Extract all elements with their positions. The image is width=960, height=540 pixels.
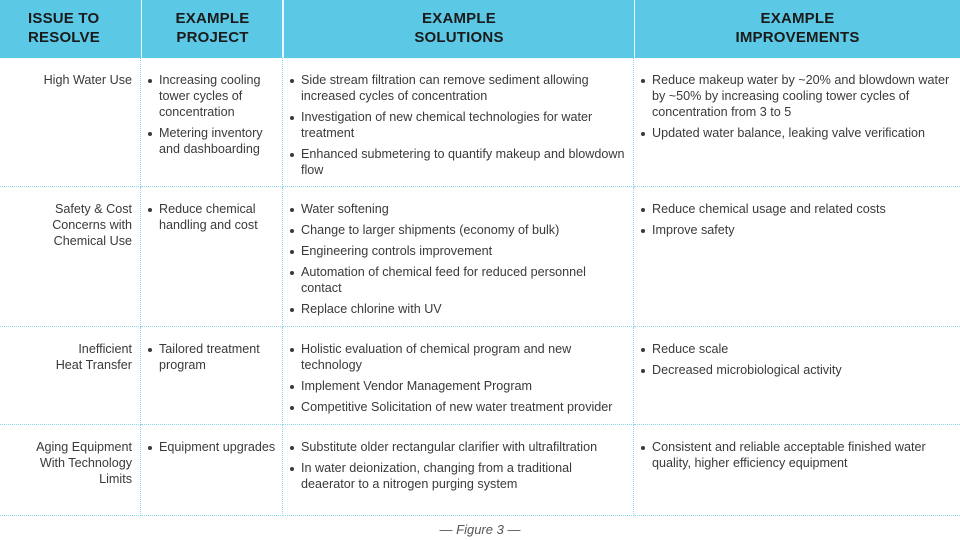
issue-cell	[0, 425, 141, 516]
issue-text-line: Concerns with	[52, 218, 132, 232]
bullet-list	[640, 341, 950, 378]
project-cell	[141, 58, 283, 187]
bullet-item: Consistent and reliable acceptable finished water quality, higher efficiency equipment	[640, 439, 950, 471]
bullet-item: Reduce scale	[640, 341, 950, 357]
bullet-item: Reduce makeup water by ~20% and blowdown water by ~50% by increasing cooling tower cycles of concentration from 3 to 5	[640, 72, 950, 120]
issue-cell	[0, 187, 141, 327]
bullet-item: Reduce chemical handling and cost	[147, 201, 278, 233]
bullet-item: Improve safety	[640, 222, 950, 238]
issue-cell	[0, 58, 141, 187]
issue-cell	[0, 327, 141, 425]
project-cell	[141, 425, 283, 516]
bullet-item: Updated water balance, leaking valve verification	[640, 125, 950, 141]
header-solutions	[283, 0, 634, 58]
bullet-list	[147, 341, 278, 373]
header-improvements	[634, 0, 960, 58]
issue-text-line: Inefficient	[78, 342, 132, 356]
bullet-list	[289, 439, 627, 492]
issue-text-line: Limits	[99, 472, 132, 486]
bullet-item: Engineering controls improvement	[289, 243, 627, 259]
bullet-item: Increasing cooling tower cycles of concentration	[147, 72, 278, 120]
bullet-item: Enhanced submetering to quantify makeup and blowdown flow	[289, 146, 627, 178]
bullet-item: Substitute older rectangular clarifier with ultrafiltration	[289, 439, 627, 455]
figure-caption: — Figure 3 —	[439, 522, 521, 537]
header-improvements-line2: IMPROVEMENTS	[735, 29, 860, 46]
bullet-item: Implement Vendor Management Program	[289, 378, 627, 394]
bullet-item: Investigation of new chemical technologies for water treatment	[289, 109, 627, 141]
header-project-line2: PROJECT	[176, 29, 249, 46]
solutions-cell	[283, 425, 634, 516]
bullet-list	[147, 439, 278, 455]
bullet-item: Automation of chemical feed for reduced personnel contact	[289, 264, 627, 296]
project-cell	[141, 327, 283, 425]
bullet-item: Equipment upgrades	[147, 439, 278, 455]
project-cell	[141, 187, 283, 327]
issue-text-line: Aging Equipment	[36, 440, 132, 454]
header-solutions-line2: SOLUTIONS	[414, 29, 504, 46]
solutions-cell	[283, 327, 634, 425]
bullet-list	[289, 341, 627, 415]
header-issue-line2: RESOLVE	[28, 29, 100, 46]
issue-text-line: With Technology	[39, 456, 132, 470]
solutions-cell	[283, 187, 634, 327]
bullet-item: Decreased microbiological activity	[640, 362, 950, 378]
bullet-list	[147, 72, 278, 157]
bullet-item: Tailored treatment program	[147, 341, 278, 373]
improvements-cell	[634, 187, 960, 327]
bullet-list	[289, 201, 627, 317]
bullet-list	[289, 72, 627, 178]
header-issue-line1: ISSUE TO	[28, 10, 100, 27]
issue-text-line: Safety & Cost	[55, 202, 132, 216]
bullet-item: In water deionization, changing from a traditional deaerator to a nitrogen purging system	[289, 460, 627, 492]
improvements-cell	[634, 425, 960, 516]
bullet-item: Water softening	[289, 201, 627, 217]
bullet-item: Metering inventory and dashboarding	[147, 125, 278, 157]
improvements-cell	[634, 327, 960, 425]
issue-text-line: High Water Use	[43, 73, 132, 87]
bullet-item: Competitive Solicitation of new water treatment provider	[289, 399, 627, 415]
header-project-line1: EXAMPLE	[175, 10, 250, 27]
header-issue	[0, 0, 141, 58]
bullet-list	[640, 439, 950, 471]
bullet-item: Holistic evaluation of chemical program and new technology	[289, 341, 627, 373]
bullet-item: Change to larger shipments (economy of bulk)	[289, 222, 627, 238]
issue-text-line: Chemical Use	[53, 234, 132, 248]
bullet-list	[147, 201, 278, 233]
issue-text-line: Heat Transfer	[55, 358, 132, 372]
header-solutions-line1: EXAMPLE	[422, 10, 496, 27]
bullet-item: Replace chlorine with UV	[289, 301, 627, 317]
bullet-list	[640, 201, 950, 238]
bullet-item: Side stream filtration can remove sediment allowing increased cycles of concentration	[289, 72, 627, 104]
header-improvements-line1: EXAMPLE	[760, 10, 835, 27]
improvements-cell	[634, 58, 960, 187]
bullet-item: Reduce chemical usage and related costs	[640, 201, 950, 217]
solutions-cell	[283, 58, 634, 187]
header-project	[141, 0, 283, 58]
bullet-list	[640, 72, 950, 141]
